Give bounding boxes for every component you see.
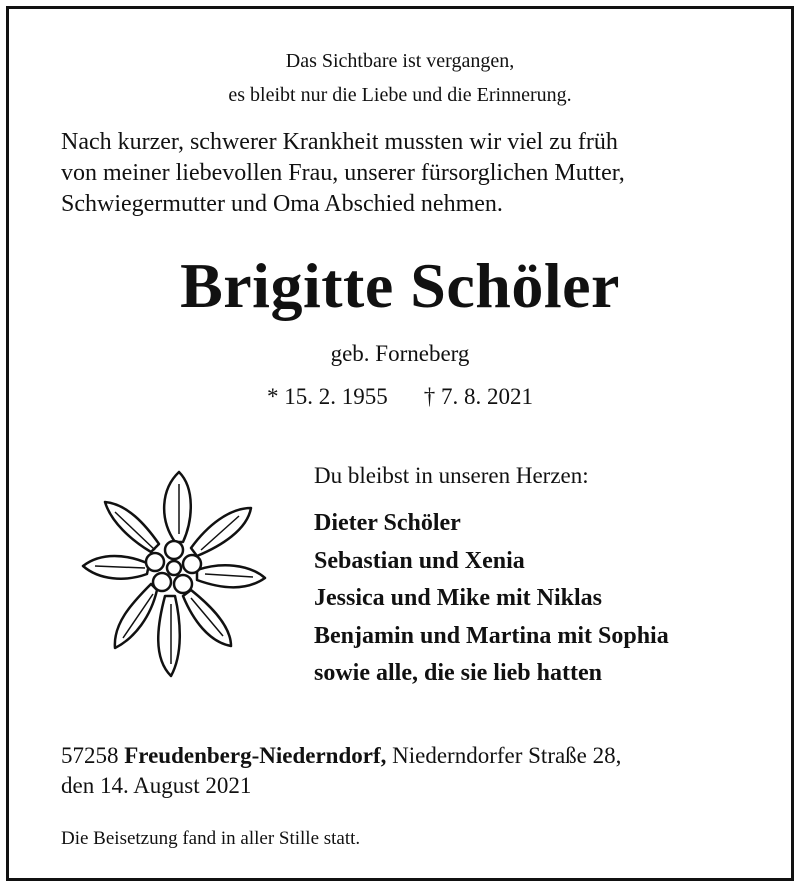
birth-date: * 15. 2. 1955 bbox=[267, 384, 388, 409]
obituary-frame bbox=[6, 6, 794, 881]
funeral-note: Die Beisetzung fand in aller Stille statt. bbox=[61, 828, 361, 849]
intro-line-1: Nach kurzer, schwerer Krankheit mussten wir viel zu früh bbox=[61, 129, 618, 155]
address-line bbox=[61, 741, 781, 771]
death-date: † 7. 8. 2021 bbox=[423, 384, 533, 409]
mourner-name: Benjamin und Martina mit Sophia bbox=[314, 622, 669, 649]
mourner-name: Dieter Schöler bbox=[314, 510, 461, 536]
intro-line-2: von meiner liebevollen Frau, unserer fürsorglichen Mutter, bbox=[61, 160, 625, 186]
life-dates bbox=[9, 383, 791, 411]
motto-line-2: es bleibt nur die Liebe und die Erinnerung. bbox=[228, 84, 572, 106]
mourner-name: Jessica und Mike mit Niklas bbox=[314, 585, 603, 611]
address-block bbox=[61, 741, 781, 801]
notice-date: den 14. August 2021 bbox=[61, 773, 252, 798]
street: Niederndorfer Straße 28, bbox=[392, 743, 622, 768]
mourner-name: Sebastian und Xenia bbox=[314, 547, 525, 574]
motto-line-1: Das Sichtbare ist vergangen, bbox=[285, 50, 515, 72]
mourners-heading: Du bleibst in unseren Herzen: bbox=[314, 463, 589, 488]
edelweiss-icon bbox=[79, 464, 269, 679]
mourners-list bbox=[314, 505, 669, 693]
mourner-name: sowie alle, die sie lieb hatten bbox=[314, 660, 602, 686]
town: Freudenberg-Niederndorf, bbox=[124, 743, 387, 768]
intro-text bbox=[61, 127, 781, 220]
deceased-name: Brigitte Schöler bbox=[180, 250, 620, 321]
postcode: 57258 bbox=[61, 743, 119, 768]
maiden-name: geb. Forneberg bbox=[330, 341, 470, 366]
intro-line-3: Schwiegermutter und Oma Abschied nehmen. bbox=[61, 191, 503, 217]
